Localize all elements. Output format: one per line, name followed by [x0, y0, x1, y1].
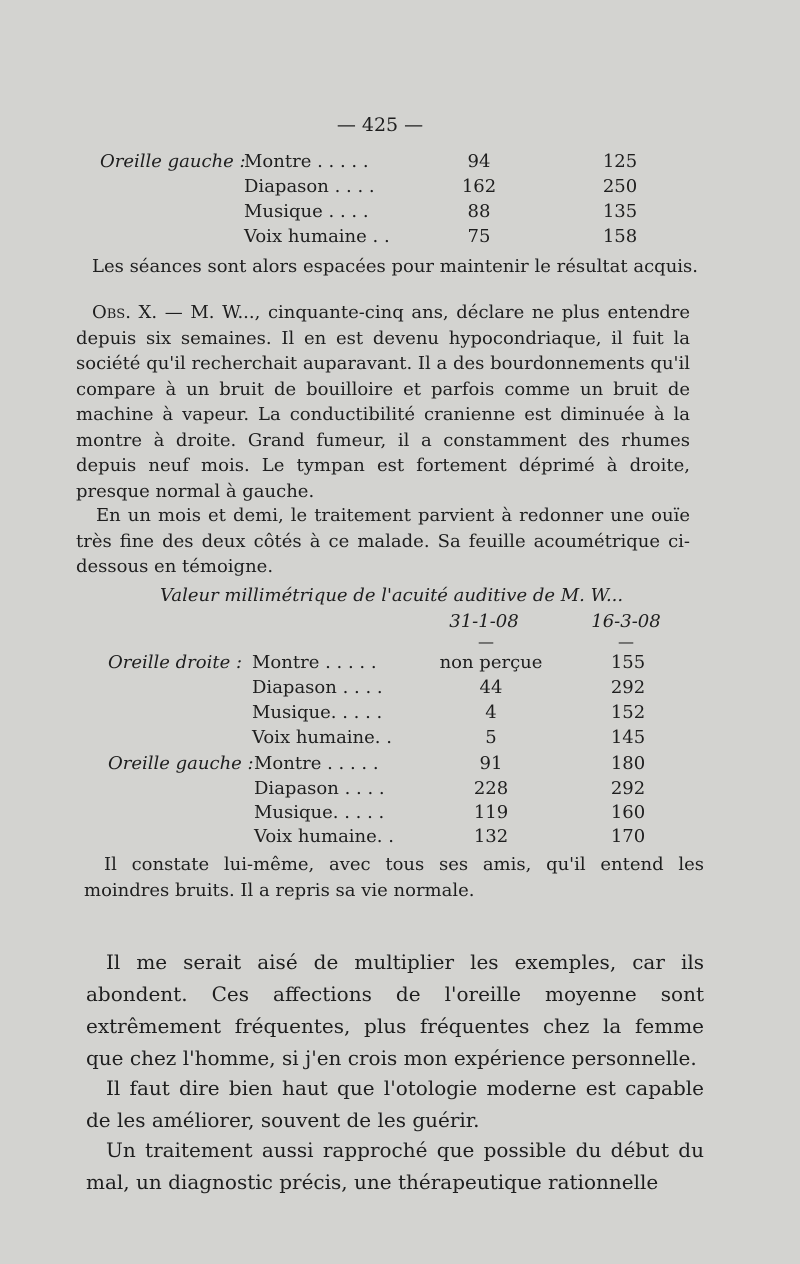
- conclusion-paragraph: Il constate lui-même, avec tous ses amis, qu'il entend les moindres bruits. Il a repris sa vie normale.: [84, 854, 704, 901]
- value-cell: non perçue: [439, 652, 543, 673]
- value-cell: 228: [473, 778, 509, 799]
- row-label: Diapason . . . .: [254, 778, 385, 799]
- value-cell: 292: [610, 677, 646, 698]
- row-label: Montre . . . . .: [244, 151, 369, 172]
- value-cell: 160: [610, 802, 646, 823]
- row-label: Musique. . . . .: [252, 702, 383, 723]
- row-label: Musique . . . .: [244, 201, 369, 222]
- value-cell: 4: [485, 702, 497, 723]
- value-cell: 170: [610, 826, 646, 847]
- body-paragraph: Il me serait aisé de multiplier les exemples, car ils abondent. Ces affections de l'oreille moyenne sont extrêmement fréquentes, plus fréquentes chez la femme que chez l'homme, si j'en crois mon expérience personnelle.: [86, 950, 704, 1070]
- value-cell: 125: [602, 151, 638, 172]
- column-header-date: 31-1-08: [449, 611, 519, 632]
- value-cell: 180: [610, 753, 646, 774]
- row-label: Diapason . . . .: [252, 677, 383, 698]
- observation-paragraph: [76, 300, 690, 504]
- row-label: Montre . . . . .: [254, 753, 379, 774]
- ear-label: Oreille gauche :: [100, 151, 246, 172]
- body-paragraph: Un traitement aussi rapproché que possible du début du mal, un diagnostic précis, une thérapeutique rationnelle: [86, 1138, 704, 1194]
- row-label: Voix humaine. .: [254, 826, 394, 847]
- value-cell: 158: [602, 226, 638, 247]
- column-header-date: 16-3-08: [591, 611, 661, 632]
- column-dash: —: [618, 632, 634, 651]
- row-label: Montre . . . . .: [252, 652, 377, 673]
- observation-body: depuis six semaines. Il en est devenu hypocondriaque, il fuit la société qu'il recherchait auparavant. Il a des bourdonnements qu'il compare à un bruit de bouilloire et parfois comme un bruit de machine à vapeur. La conductibilité cranienne est diminuée à la montre à droite. Grand fumeur, il a constamment des rhumes depuis neuf mois. Le tympan est fortement déprimé à droite, presque normal à gauche.: [76, 327, 690, 502]
- value-cell: 292: [610, 778, 646, 799]
- value-cell: 145: [610, 727, 646, 748]
- row-label: Voix humaine. .: [252, 727, 392, 748]
- observation-label: Obs. X.: [92, 302, 158, 323]
- value-cell: 75: [467, 226, 491, 247]
- row-label: Diapason . . . .: [244, 176, 375, 197]
- column-dash: —: [478, 632, 494, 651]
- value-cell: 152: [610, 702, 646, 723]
- treatment-paragraph: En un mois et demi, le traitement parvient à redonner une ouïe très fine des deux côtés à ce malade. Sa feuille acoumétrique ci-dessous en témoigne.: [76, 505, 690, 577]
- value-cell: 91: [479, 753, 503, 774]
- value-cell: 119: [473, 802, 509, 823]
- observation-first-line: — M. W..., cinquante-cinq ans, déclare ne plus entendre: [157, 302, 690, 323]
- value-cell: 5: [485, 727, 497, 748]
- value-cell: 162: [461, 176, 497, 197]
- seances-line: Les séances sont alors espacées pour maintenir le résultat acquis.: [92, 256, 698, 277]
- ear-label-right: Oreille droite :: [108, 652, 243, 673]
- value-cell: 135: [602, 201, 638, 222]
- value-cell: 94: [467, 151, 491, 172]
- value-cell: 250: [602, 176, 638, 197]
- table-caption: Valeur millimétrique de l'acuité auditive de M. W...: [160, 585, 624, 606]
- value-cell: 44: [479, 677, 503, 698]
- page-number: — 425 —: [336, 114, 424, 136]
- value-cell: 132: [473, 826, 509, 847]
- ear-label-left: Oreille gauche :: [108, 753, 254, 774]
- value-cell: 88: [467, 201, 491, 222]
- body-paragraph: Il faut dire bien haut que l'otologie moderne est capable de les améliorer, souvent de les guérir.: [86, 1076, 704, 1132]
- value-cell: 155: [610, 652, 646, 673]
- row-label: Voix humaine . .: [244, 226, 390, 247]
- row-label: Musique. . . . .: [254, 802, 385, 823]
